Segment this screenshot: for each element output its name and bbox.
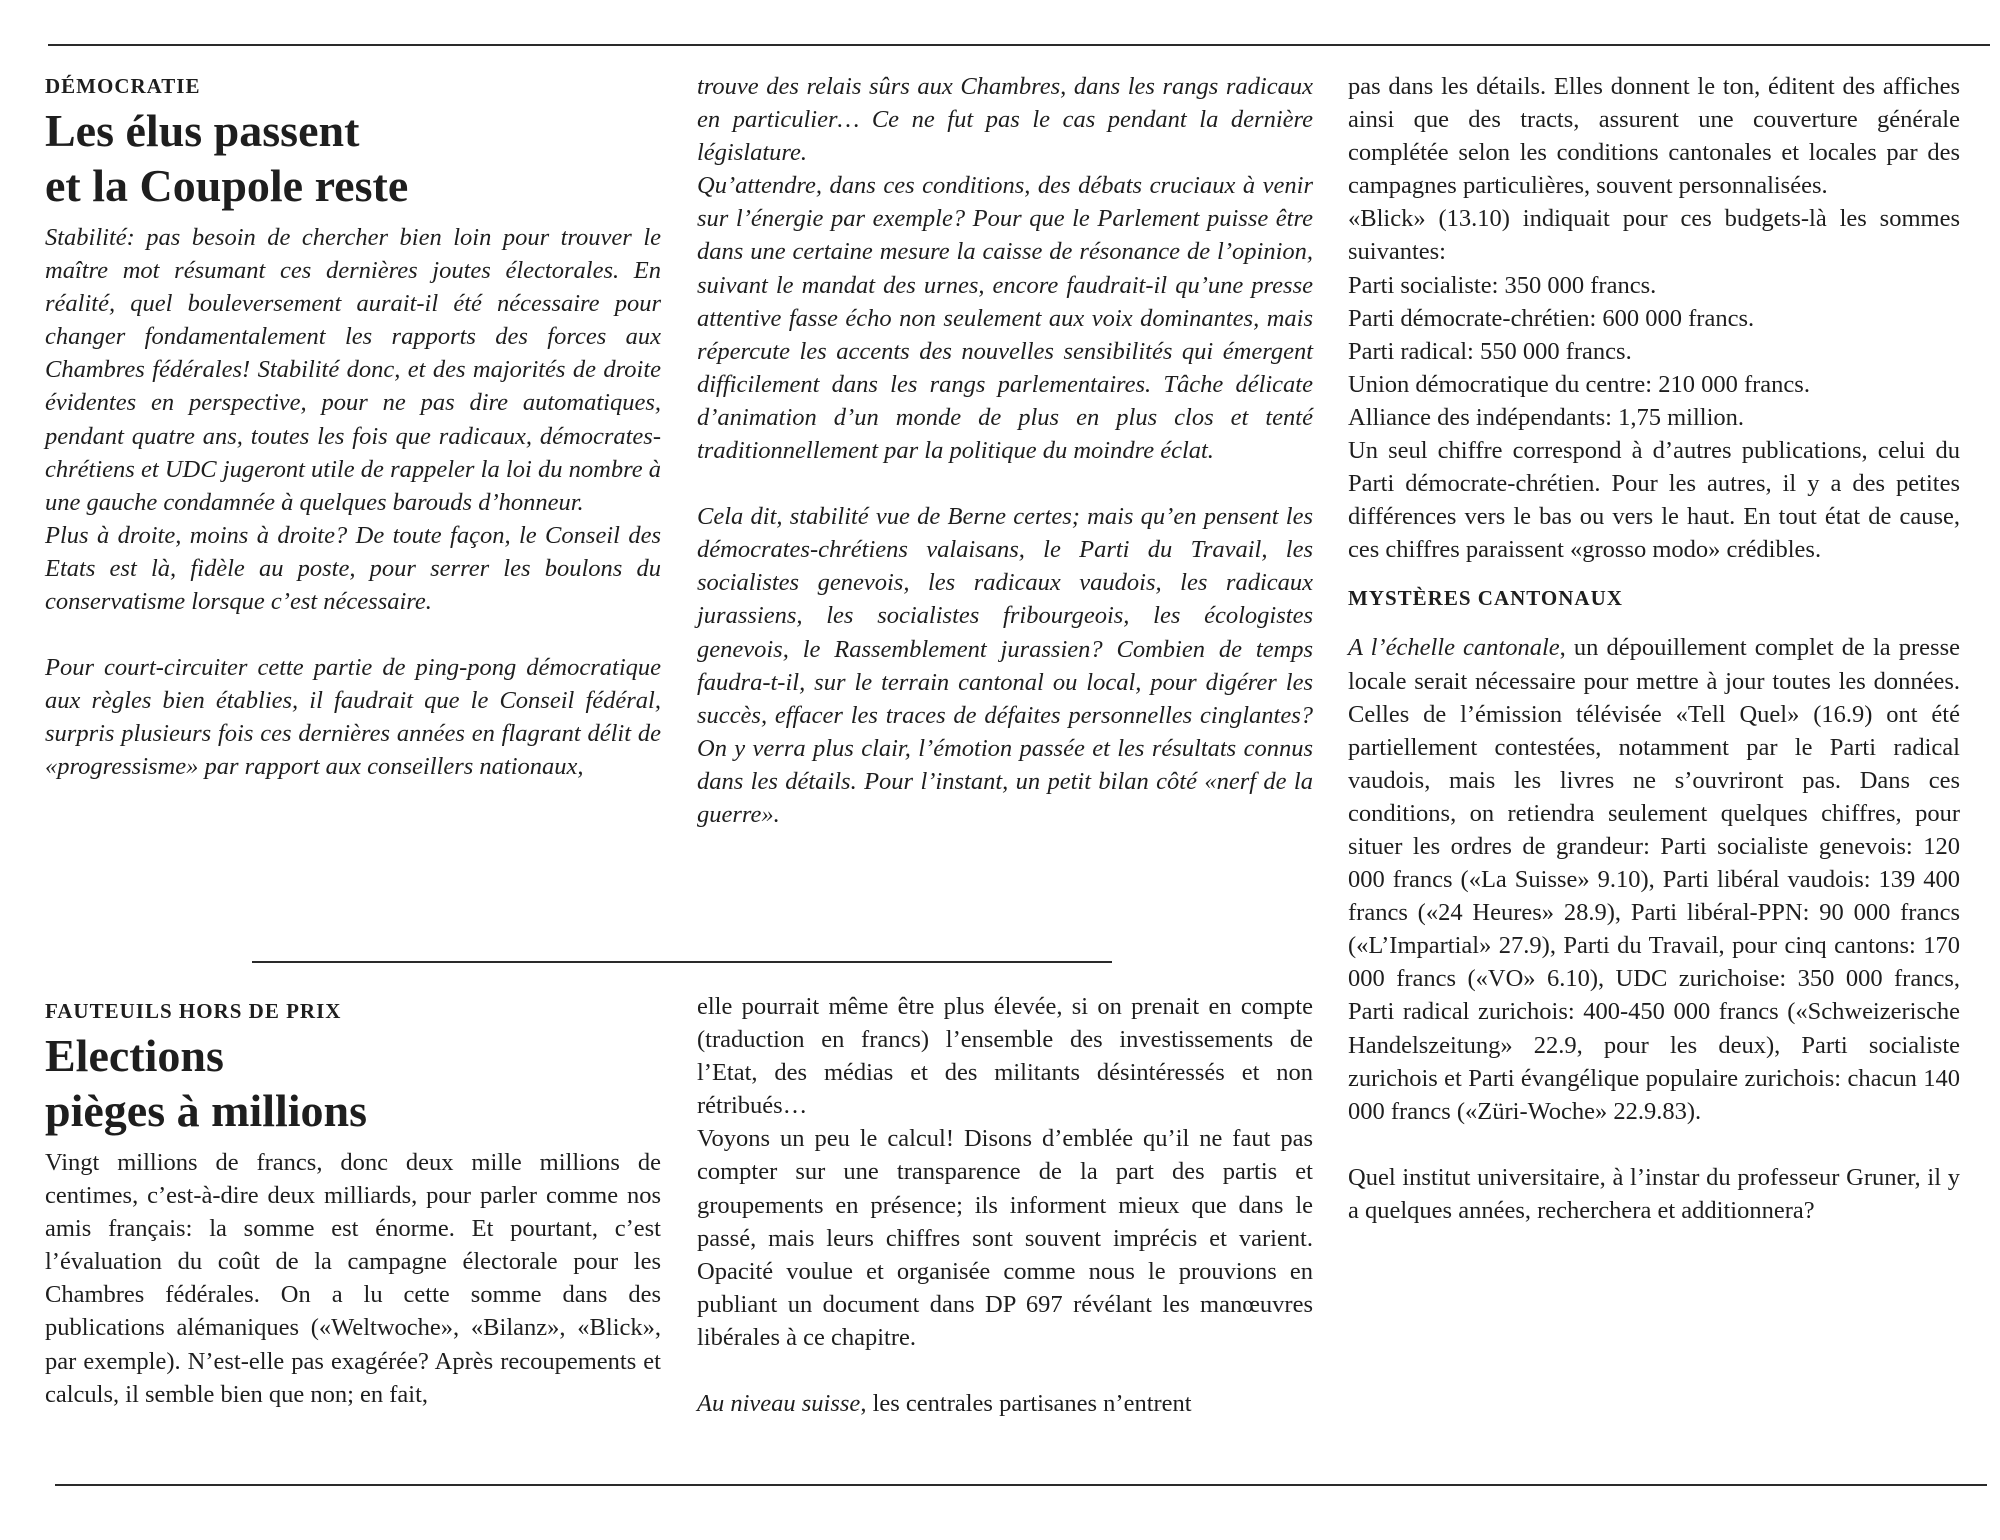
article2-column-2 xyxy=(697,990,1313,1420)
article2-paragraph: Quel institut universitaire, à l’instar du professeur Gruner, il y a quelques années, recherchera et additionnera? xyxy=(1348,1163,1960,1224)
article2-subhead: MYSTÈRES CANTONAUX xyxy=(1348,586,1623,611)
budget-list-item: Alliance des indépendants: 1,75 million. xyxy=(1348,403,1745,431)
article1-kicker: DÉMOCRATIE xyxy=(45,74,201,98)
article1-headline xyxy=(45,103,661,213)
article2-paragraph xyxy=(1348,631,1960,1127)
budget-list xyxy=(1348,269,1960,434)
article2-kicker: FAUTEUILS HORS DE PRIX xyxy=(45,999,342,1023)
article1-headline-line1: Les élus passent xyxy=(45,105,360,156)
article2-paragraph xyxy=(697,1387,1313,1420)
article2-paragraph: pas dans les détails. Elles donnent le ton, éditent des affiches ainsi que des tracts, assurent une couverture générale complétée selon les conditions cantonales et locales par des campagnes particulières, souvent personnalisées. xyxy=(1348,73,1960,200)
article1-column-1 xyxy=(45,70,661,784)
budget-list-item: Parti radical: 550 000 francs. xyxy=(1348,337,1632,365)
article2-run-in-rest: , un dépouillement complet de la presse locale serait nécessaire pour mettre à jour toutes les données. Celles de l’émission télévisée «Tell Quel» (16.9) ont été partiellement contestées, notamment par le Parti radical vaudois, mais les livres ne s’ouvriront pas. Dans ces conditions, on retiendra seulement quelques chiffres, pour situer les ordres de grandeur: Parti socialiste genevois: 120 000 francs («La Suisse» 9.10), Parti libéral vaudois: 139 400 francs («24 Heures» 28.9), Parti libéral-PPN: 90 000 francs («L’Impartial» 27.9), Parti du Travail, pour cinq cantons: 170 000 francs («VO» 6.10), UDC zurichoise: 350 000 francs, Parti radical zurichois: 400-450 000 francs («Schweizerische Handelszeitung» 22.9, pour les deux), Parti socialiste zurichois et Parti évangélique populaire zurichois: chacun 140 000 francs («Züri-Woche» 22.9.83). xyxy=(1348,634,1961,1125)
article1-paragraph: Pour court-circuiter cette partie de ping-pong démocratique aux règles bien établies, il faudrait que le Conseil fédéral, surpris plusieurs fois ces dernières années en flagrant délit de «progressisme» par rapport aux conseillers nationaux, xyxy=(45,654,661,781)
budget-list-item: Parti socialiste: 350 000 francs. xyxy=(1348,271,1657,299)
article-divider-rule xyxy=(252,961,1112,963)
budget-list-item: Union démocratique du centre: 210 000 francs. xyxy=(1348,370,1810,398)
article2-paragraph: Voyons un peu le calcul! Disons d’emblée qu’il ne faut pas compter sur une transparence de la part des partis et groupements en présence; ils informent mieux que dans le passé, mais leurs chiffres sont souvent imprécis et varient. Opacité voulue et organisée comme nous le prouvions en publiant un document dans DP 697 révélant les manœuvres libérales à ce chapitre. xyxy=(697,1125,1313,1351)
bottom-rule xyxy=(55,1484,1987,1486)
article2-headline xyxy=(45,1028,661,1138)
article2-run-in-italic: Au niveau suisse xyxy=(697,1390,861,1418)
budget-list-item: Parti démocrate-chrétien: 600 000 francs. xyxy=(1348,304,1755,332)
article2-headline-line2: pièges à millions xyxy=(45,1085,368,1136)
article1-paragraph: Cela dit, stabilité vue de Berne certes; mais qu’en pensent les démocrates-chrétiens valaisans, le Parti du Travail, les socialistes genevois, les radicaux vaudois, les radicaux jurassiens, les socialistes fribourgeois, les écologistes genevois, le Rassemblement jurassien? Combien de temps faudra-t-il, sur le terrain cantonal ou local, pour digérer les succès, effacer les traces de défaites personnelles cinglantes? On y verra plus clair, l’émotion passée et les résultats connus dans les détails. Pour l’instant, un petit bilan côté «nerf de la guerre». xyxy=(697,503,1313,828)
article2-paragraph: Un seul chiffre correspond à d’autres publications, celui du Parti démocrate-chrétien. Pour les autres, il y a des petites différences vers le bas ou vers le haut. En tout état de cause, ces chiffres paraissent «grosso modo» crédibles. xyxy=(1348,437,1960,564)
article2-column-1 xyxy=(45,995,661,1411)
article1-paragraph: Plus à droite, moins à droite? De toute façon, le Conseil des Etats est là, fidèle au poste, pour serrer les boulons du conservatisme lorsque c’est nécessaire. xyxy=(45,521,661,616)
article2-run-in-rest: , les centrales partisanes n’entrent xyxy=(860,1390,1192,1418)
article1-paragraph: trouve des relais sûrs aux Chambres, dans les rangs radicaux en particulier… Ce ne fut pas le cas pendant la dernière législature. xyxy=(697,73,1313,167)
article2-paragraph: elle pourrait même être plus élevée, si on prenait en compte (traduction en francs) l’ensemble des investissements de l’Etat, des médias et des militants désintéressés et non rétribués… xyxy=(697,993,1313,1120)
article1-paragraph: Qu’attendre, dans ces conditions, des débats cruciaux à venir sur l’énergie par exemple? Pour que le Parlement puisse être dans une certaine mesure la caisse de résonance de l’opinion, suivant le mandat des urnes, encore faudrait-il qu’une presse attentive fasse écho non seulement aux voix dominantes, mais répercute les accents des nouvelles sensibilités qui émergent difficilement dans les rangs parlementaires. Tâche délicate d’animation d’un monde de plus en plus clos et tenté traditionnellement par la politique du moindre éclat. xyxy=(697,172,1313,465)
article2-paragraph: «Blick» (13.10) indiquait pour ces budgets-là les sommes suivantes: xyxy=(1348,205,1960,266)
article2-column-3 xyxy=(1348,70,1960,1227)
article2-headline-line1: Elections xyxy=(45,1030,224,1081)
article2-run-in-italic: A l’échelle cantonale xyxy=(1348,634,1560,662)
article1-column-2 xyxy=(697,70,1313,831)
article1-paragraph: Stabilité: pas besoin de chercher bien loin pour trouver le maître mot résumant ces dernières joutes électorales. En réalité, quel bouleversement aurait-il été nécessaire pour changer fondamentalement les rapports des forces aux Chambres fédérales! Stabilité donc, et des majorités de droite évidentes en perspective, pour ne pas dire automatiques, pendant quatre ans, toutes les fois que radicaux, démocrates-chrétiens et UDC jugeront utile de rappeler la loi du nombre à une gauche condamnée à quelques barouds d’honneur. xyxy=(45,224,661,516)
article1-headline-line2: et la Coupole reste xyxy=(45,160,409,211)
top-rule xyxy=(48,44,1990,46)
article2-paragraph: Vingt millions de francs, donc deux mille millions de centimes, c’est-à-dire deux milliards, pour parler comme nos amis français: la somme est énorme. Et pourtant, c’est l’évaluation du coût de la campagne électorale pour les Chambres fédérales. On a lu cette somme dans des publications alémaniques («Weltwoche», «Bilanz», «Blick», par exemple). N’est-elle pas exagérée? Après recoupements et calculs, il semble bien que non; en fait, xyxy=(45,1149,661,1408)
